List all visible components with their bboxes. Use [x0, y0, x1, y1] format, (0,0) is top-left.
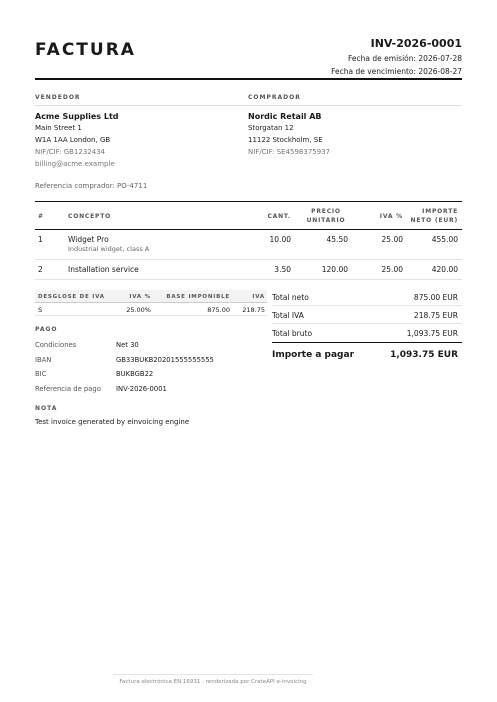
row-description-detail: Industrial widget, class A [68, 245, 150, 253]
total-vat-row [272, 306, 462, 324]
amount-due-value: 1,093.75 EUR [390, 350, 458, 360]
buyer-block [248, 94, 461, 157]
col-header-description: CONCEPTO [68, 213, 112, 220]
vat-category: S [38, 306, 43, 314]
payment-terms-row [35, 338, 267, 353]
total-gross-value: 1,093.75 EUR [406, 329, 458, 338]
col-header-unit-price-line1: PRECIO [311, 208, 341, 215]
seller-tax-id: NIF/CIF: GB1232434 [35, 148, 106, 156]
col-header-unit-price [304, 207, 348, 225]
table-header [35, 202, 462, 230]
note-label: NOTA [35, 405, 58, 412]
payment-reference-key: Referencia de pago [35, 384, 101, 393]
row-vat-rate: 25.00 [381, 265, 403, 274]
buyer-label: COMPRADOR [248, 94, 461, 106]
seller-label: VENDEDOR [35, 94, 248, 106]
buyer-address-line1: Storgatan 12 [248, 124, 294, 132]
document-title: FACTURA [35, 40, 136, 60]
vat-base: 875.00 [207, 306, 230, 314]
payment-iban-value: GB33BUKB20201555555555 [116, 355, 214, 364]
col-header-net-amount-line1: IMPORTE [422, 208, 458, 215]
vat-header-base: BASE IMPONIBLE [166, 294, 230, 300]
vat-breakdown-header [35, 290, 267, 303]
payment-iban-key: IBAN [35, 355, 52, 364]
vat-header-category: DESGLOSE DE IVA [38, 294, 105, 300]
invoice-header [35, 36, 462, 80]
note-text: Test invoice generated by einvoicing engine [35, 418, 190, 426]
payment-bic-key: BIC [35, 370, 47, 378]
invoice-number: INV-2026-0001 [370, 37, 462, 50]
seller-address-line2: W1A 1AA London, GB [35, 136, 111, 144]
vat-header-rate: IVA % [129, 294, 151, 300]
seller-name: Acme Supplies Ltd [35, 112, 119, 121]
total-vat-value: 218.75 EUR [413, 311, 458, 320]
table-row [35, 260, 462, 280]
row-quantity: 3.50 [274, 265, 291, 274]
payment-block [35, 326, 267, 396]
row-unit-price: 120.00 [321, 265, 348, 274]
vat-amount: 218.75 [242, 306, 265, 314]
vat-breakdown-row [35, 303, 267, 316]
seller-address-line1: Main Street 1 [35, 124, 82, 132]
col-header-net-amount [411, 207, 458, 225]
payment-iban-row [35, 353, 267, 368]
buyer-tax-id: NIF/CIF: SE4598375937 [248, 148, 331, 156]
row-net-amount: 420.00 [431, 265, 458, 274]
vat-header-amount: IVA [252, 294, 265, 300]
row-vat-rate: 25.00 [381, 235, 403, 244]
buyer-reference: Referencia comprador: PO-4711 [35, 182, 148, 190]
total-gross-label: Total bruto [272, 329, 313, 338]
page-footer: Factura electrónica EN 16931 · renderizada por CrateAPI e-invoicing [113, 674, 313, 685]
row-description: Installation service [68, 265, 139, 274]
amount-due-label: Importe a pagar [272, 350, 355, 360]
payment-terms-key: Condiciones [35, 341, 77, 349]
payment-reference-value: INV-2026-0001 [116, 384, 167, 393]
col-header-quantity: CANT. [267, 213, 291, 220]
row-net-amount: 455.00 [431, 235, 458, 244]
total-gross-row [272, 324, 462, 342]
payment-bic-row [35, 367, 267, 382]
note-block [35, 405, 462, 426]
total-net-label: Total neto [272, 293, 309, 302]
row-number: 2 [38, 265, 43, 274]
total-vat-label: Total IVA [272, 311, 304, 320]
vat-breakdown-table [35, 290, 267, 316]
payment-label: PAGO [35, 326, 58, 333]
col-header-number: # [38, 213, 44, 220]
total-net-row [272, 288, 462, 306]
vat-rate: 25.00% [126, 306, 151, 314]
payment-terms-value: Net 30 [116, 341, 139, 349]
buyer-address-line2: 11122 Stockholm, SE [248, 136, 323, 144]
line-items-table [35, 201, 462, 280]
seller-block [35, 94, 248, 169]
seller-email[interactable]: billing@acme.example [35, 160, 115, 168]
issue-date: Fecha de emisión: 2026-07-28 [348, 54, 462, 63]
invoice-page [35, 0, 462, 702]
col-header-vat-rate: IVA % [379, 213, 403, 220]
total-net-value: 875.00 EUR [413, 293, 458, 302]
payment-bic-value: BUKBGB22 [116, 370, 154, 378]
row-number: 1 [38, 235, 43, 244]
col-header-unit-price-line2: UNITARIO [306, 217, 346, 224]
row-quantity: 10.00 [269, 235, 291, 244]
buyer-name: Nordic Retail AB [248, 112, 322, 121]
totals-block [272, 288, 462, 366]
row-unit-price: 45.50 [326, 235, 348, 244]
due-date: Fecha de vencimiento: 2026-08-27 [331, 67, 462, 76]
payment-reference-row [35, 382, 267, 397]
amount-due-row [272, 342, 462, 366]
col-header-net-amount-line2: NETO (EUR) [410, 217, 458, 224]
table-row [35, 230, 462, 260]
row-description: Widget Pro [68, 235, 109, 244]
